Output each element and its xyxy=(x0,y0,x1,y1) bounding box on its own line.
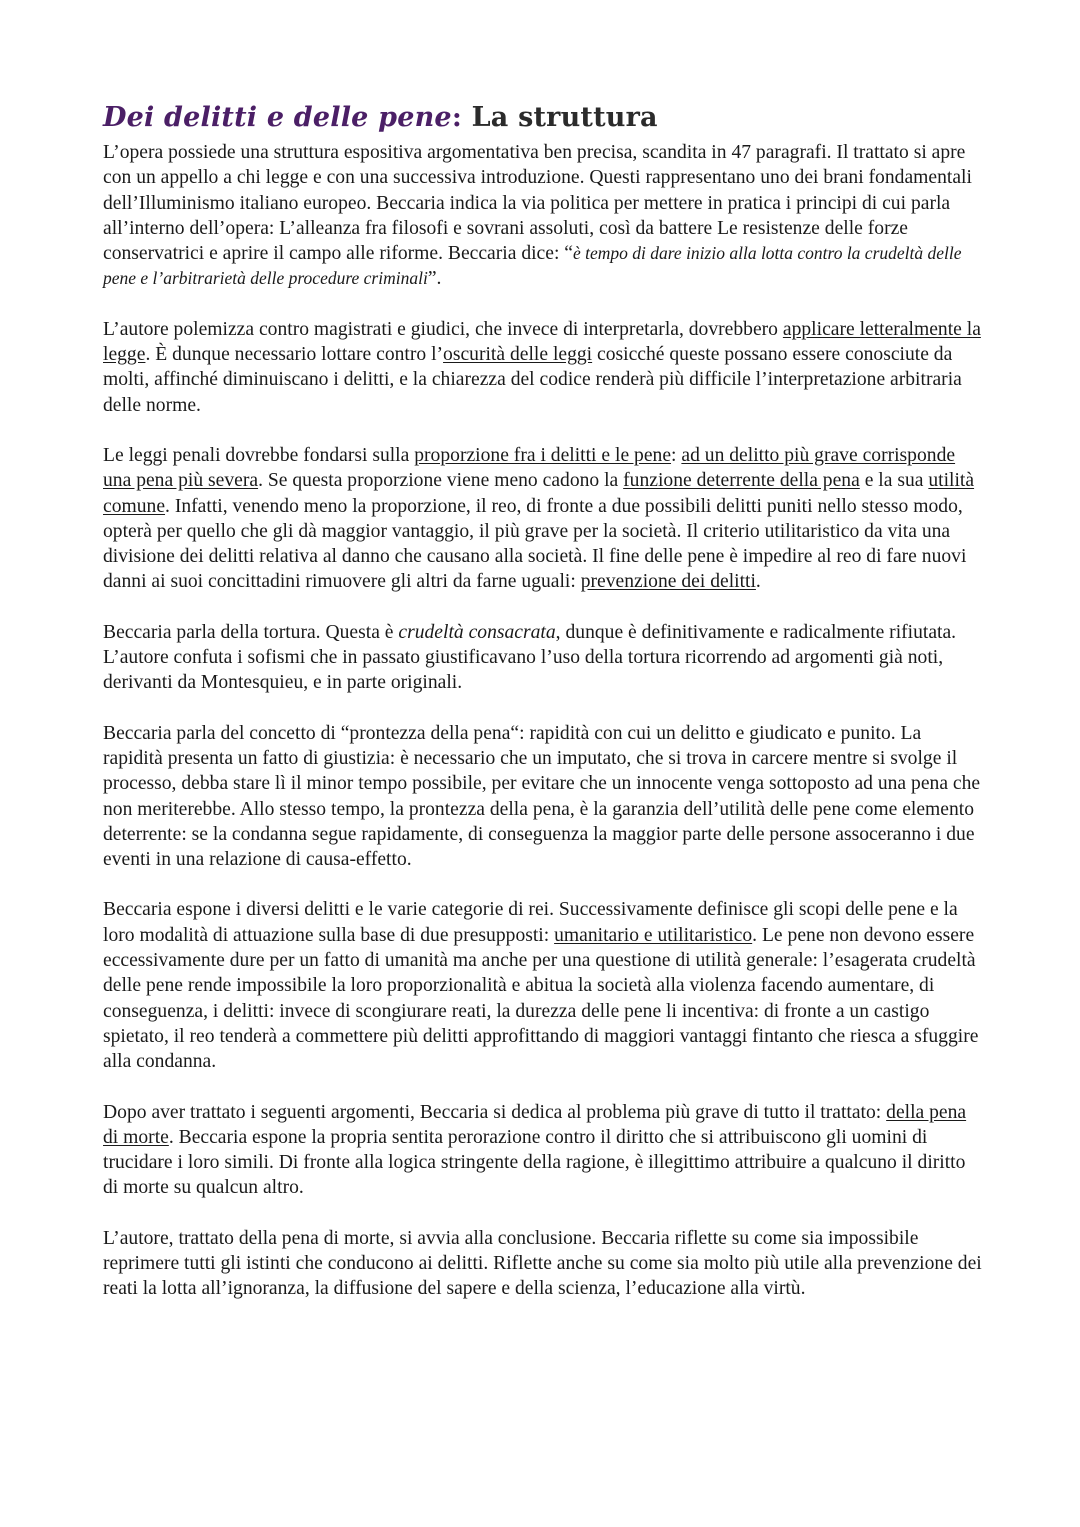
underlined-phrase: ad un delitto più grave corrisponde una pena più severa xyxy=(103,444,956,492)
text-run: Le leggi penali dovrebbe fondarsi sulla xyxy=(103,444,415,466)
beccaria-quote: è tempo di dare inizio alla lotta contro la crudeltà delle pene e l’arbitrarietà delle procedure criminali xyxy=(103,243,962,289)
text-run: Beccaria espone i diversi delitti e le varie categorie di rei. Successivamente definisce gli scopi delle pene e la loro modalità di attuazione sulla base di due presupposti: xyxy=(103,899,958,946)
text-run: L’autore polemizza contro magistrati e giudici, che invece di interpretarla, dovrebbero xyxy=(103,318,783,340)
underlined-phrase: funzione deterrente della pena xyxy=(623,470,860,492)
text-run: . Le pene non devono essere eccessivamente dure per un fatto di umanità ma anche per una questione di utilità generale: l’esagerata crudeltà delle pene rende impossibile la loro proporzionalità e abitua la società alla violenza facendo aumentare, di conseguenza, i delitti: invece di scongiurare reati, la durezza delle pene li incentiva: di fronte a un castigo spietato, il reo tenderà a commettere più delitti approfittando di maggiori vantaggi fintanto che riesca a sfuggire alla condanna. xyxy=(103,924,979,1073)
page-title xyxy=(103,100,983,136)
text-run: Beccaria parla del concetto di “prontezza della pena“: rapidità con cui un delitto e giudicato e punito. La rapidità presenta un fatto di giustizia: è necessario che un imputato, che si trova in carcere mentre si svolge il processo, debba stare lì il minor tempo possibile, per evitare che un innocente venga sottoposto ad una pena che non meriterebbe. Allo stesso tempo, la prontezza della pena, è la garanzia dell’utilità delle pene come elemento deterrente: se la condanna segue rapidamente, di conseguenza la maggior parte delle persone assoceranno i due eventi in una relazione di causa-effetto. xyxy=(103,722,981,871)
italic-phrase: crudeltà consacrata xyxy=(398,621,556,643)
title-subtitle: La struttura xyxy=(462,102,658,133)
paragraph-structure xyxy=(103,140,983,292)
text-run: e la sua xyxy=(859,470,929,492)
underlined-phrase: della pena di morte xyxy=(103,1101,967,1148)
text-run: . Se questa proporzione viene meno cadono la xyxy=(258,470,624,492)
underlined-phrase: prevenzione dei delitti xyxy=(580,571,756,593)
text-run: cosicché queste possano essere conosciute da molti, affinché diminuiscano i delitti, e la chiarezza del codice renderà più difficile l’interpretazione arbitraria delle norme. xyxy=(103,344,962,416)
paragraph-categories xyxy=(103,897,983,1074)
underlined-phrase: oscurità delle leggi xyxy=(443,344,593,366)
document-page xyxy=(103,100,983,1327)
paragraph-conclusion xyxy=(103,1226,983,1302)
text-run: L’autore, trattato della pena di morte, si avvia alla conclusione. Beccaria riflette su come sia impossibile reprimere tutti gli istinti che conducono ai delitti. Riflette anche su come sia molto più utile alla prevenzione dei reati la lotta all’ignoranza, la diffusione del sapere e della scienza, l’educazione alla virtù. xyxy=(103,1227,982,1300)
text-run: ”. xyxy=(427,268,442,290)
text-run: L’opera possiede una struttura espositiva argomentativa ben precisa, scandita in 47 paragrafi. Il trattato si apre con un appello a chi legge e con una successiva introduzione. Questi rappresentano uno dei brani fondamentali dell’Illuminismo italiano europeo. Beccaria indica la via politica per mettere in pratica i principi di cui parla all’interno dell’opera: L’alleanza fra filosofi e sovrani assoluti, così da battere Le resistenze delle forze conservatrici e aprire il campo alle riforme. Beccaria dice: “ xyxy=(103,142,972,265)
text-run: . Beccaria espone la propria sentita perorazione contro il diritto che si attribuiscono gli uomini di trucidare i loro simili. Di fronte alla logica stringente della ragione, è illegittimo attribuire a qualcuno il diritto di morte su qualcun altro. xyxy=(103,1126,966,1199)
underlined-phrase: applicare letteralmente la legge xyxy=(103,318,981,366)
paragraph-proportion xyxy=(103,443,983,595)
underlined-phrase: utilità comune xyxy=(103,470,975,517)
text-run: : xyxy=(671,444,682,466)
title-colon: : xyxy=(451,102,462,133)
text-run: Dopo aver trattato i seguenti argomenti, Beccaria si dedica al problema più grave di tutto il trattato: xyxy=(103,1101,887,1123)
text-run: . xyxy=(755,571,761,593)
paragraph-torture xyxy=(103,620,983,696)
text-run: Beccaria parla della tortura. Questa è xyxy=(103,621,399,643)
text-run: , dunque è definitivamente e radicalmente rifiutata. L’autore confuta i sofismi che in passato giustificavano l’uso della tortura ricorrendo ad argomenti già noti, derivanti da Montesquieu, e in parte originali. xyxy=(103,621,957,694)
paragraph-magistrates xyxy=(103,317,983,418)
underlined-phrase: proporzione fra i delitti e le pene xyxy=(414,444,672,466)
paragraph-promptness xyxy=(103,721,983,873)
text-run: . È dunque necessario lottare contro l’ xyxy=(145,344,444,366)
title-work-name: Dei delitti e delle pene xyxy=(103,102,452,133)
text-run: . Infatti, venendo meno la proporzione, il reo, di fronte a due possibili delitti puniti nello stesso modo, opterà per quello che gli dà maggior vantaggio, il più grave per la società. Il criterio utilitaristico da vita una divisione dei delitti relativa al danno che causano alla società. Il fine delle pene è impedire al reo di fare nuovi danni ai suoi concittadini rimuovere gli altri da farne uguali: xyxy=(103,495,967,593)
underlined-phrase: umanitario e utilitaristico xyxy=(554,924,753,946)
paragraph-death-penalty xyxy=(103,1100,983,1201)
